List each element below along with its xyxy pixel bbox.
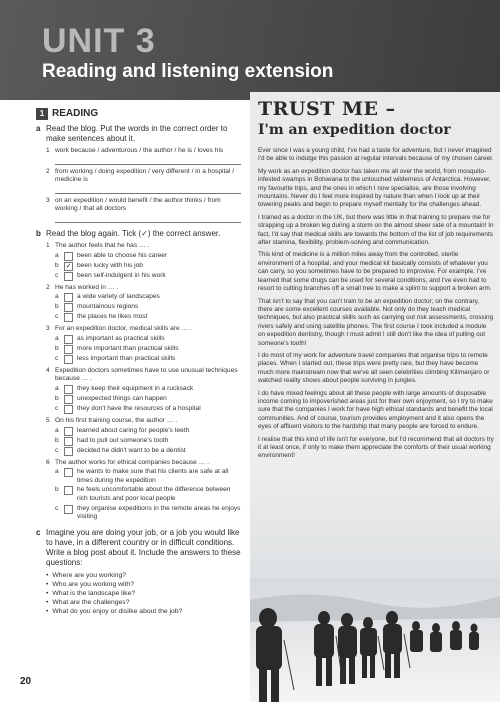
blog-paragraph: I do most of my work for adventure travel companies that organise trips to remote places. When I started out, these trips were pretty rare, but they have become much more mainstream now that we've all seen celebrities climbing Kilimanjaro or watched reality shows about people surviving in jungles. (258, 351, 490, 385)
tick-box[interactable] (64, 447, 73, 456)
answer-option (36, 468, 241, 485)
question-number: 5 (46, 416, 50, 424)
reorder-item (36, 168, 241, 185)
item-text: from working / doing expedition / very different / in a hospital / medicine is (55, 167, 235, 184)
task-b-questions (36, 242, 241, 522)
blog-paragraph: Ever since I was a young child, I've had a taste for adventure, but I never imagined I'd be able to indulge this passion at regular intervals because of my chosen career. (258, 147, 494, 163)
option-letter: c (55, 271, 59, 279)
option-text: been lucky with his job (77, 261, 143, 269)
option-text: decided he didn't want to be a dentist (77, 446, 186, 454)
page-number: 20 (20, 676, 32, 687)
option-letter: c (55, 446, 59, 454)
answer-option (36, 437, 241, 446)
task-b-instruction (36, 229, 241, 239)
blog-body (258, 147, 494, 465)
answer-line[interactable] (55, 219, 241, 223)
task-text: Read the blog again. Tick (✓) the correct answer. (46, 228, 221, 238)
tick-box[interactable] (64, 313, 73, 322)
tick-box[interactable] (64, 293, 73, 302)
question (36, 367, 241, 384)
task-letter: c (36, 527, 41, 537)
item-number: 2 (46, 167, 50, 175)
question (36, 242, 241, 251)
option-letter: b (55, 344, 59, 352)
section-number: 1 (36, 108, 48, 120)
blog-subtitle: I'm an expedition doctor (258, 122, 451, 138)
option-text: mountainous regions (77, 303, 139, 311)
unit-header (0, 0, 500, 100)
task-letter: a (36, 124, 41, 133)
question-number: 3 (46, 325, 50, 333)
answer-option (36, 303, 241, 312)
option-text: he feels uncomfortable about the difference between rich tourists and poor local people (77, 486, 231, 502)
tick-box[interactable] (64, 505, 73, 514)
option-text: been self-indulgent in his work (77, 271, 166, 279)
task-c-instruction (36, 528, 241, 568)
tick-box[interactable] (64, 355, 73, 364)
question-text: On his first training course, the author … . (55, 416, 178, 424)
tick-box[interactable] (64, 303, 73, 312)
question-text: The author feels that he has … . (55, 241, 150, 249)
option-letter: a (55, 251, 59, 259)
answer-option (36, 395, 241, 404)
item-number: 3 (46, 196, 50, 204)
option-text: as important as practical skills (77, 334, 165, 342)
hikers-photo (250, 578, 500, 702)
answer-option (36, 355, 241, 364)
answer-option (36, 272, 241, 281)
option-letter: b (55, 394, 59, 402)
blog-title: TRUST ME – (258, 98, 396, 120)
blog-paragraph: This kind of medicine is a million miles away from the controlled, sterile environment of a hospital, and your medical kit basically consists of whatever you can carry, so you sometimes have to be prepared to improvise. For example, I've learned that some drugs can be used for several conditions, and I've even had to resort to cutting branches off a small tree to make a splint to support a broken arm. (258, 251, 492, 293)
tick-box[interactable] (64, 395, 73, 404)
bullet-question: • What is the landscape like? (46, 589, 241, 598)
answer-option (36, 505, 241, 522)
option-letter: c (55, 504, 59, 512)
section-heading (36, 108, 241, 120)
option-letter: a (55, 384, 59, 392)
option-letter: a (55, 426, 59, 434)
tick-box[interactable] (64, 427, 73, 436)
answer-option (36, 447, 241, 456)
question-text: Expedition doctors sometimes have to use unusual techniques because … . (55, 366, 238, 383)
item-number: 1 (46, 147, 50, 154)
answer-option (36, 405, 241, 414)
option-text: learned about caring for people's teeth (77, 426, 190, 434)
answer-line[interactable] (55, 190, 241, 194)
bullet-question: • Where are you working? (46, 571, 241, 580)
tick-box[interactable]: ✓ (65, 262, 72, 270)
tick-box[interactable] (64, 252, 73, 261)
option-letter: b (55, 436, 59, 444)
option-text: they keep their equipment in a rucksack (77, 384, 194, 392)
option-text: been able to choose his career (77, 251, 168, 259)
item-text: work because / adventurous / the author / he is / loves his (55, 147, 224, 154)
blog-paragraph: I trained as a doctor in the UK, but there was little in that training to prepare me for strapping up a broken leg during a storm on the almost sheer side of a mountain! In fact, I'd say that medical skills are towards the bottom of the list of job requirements after stamina, flexibility, problem-solving and communication. (258, 213, 494, 247)
question-number: 4 (46, 366, 50, 374)
option-text: less important than practical skills (77, 354, 176, 362)
tick-box[interactable] (64, 486, 73, 495)
task-text: Imagine you are doing your job, or a job you would like to have, in a different country or in difficult conditions. Write a blog post about it. Include the answers to these questions: (46, 527, 241, 567)
task-c-bullets (46, 571, 241, 616)
answer-option (36, 313, 241, 322)
question-number: 6 (46, 458, 50, 466)
question-number: 2 (46, 283, 50, 291)
answer-line[interactable] (55, 161, 241, 165)
question-text: For an expedition doctor, medical skills are … . (55, 325, 192, 333)
unit-subtitle: Reading and listening extension (42, 61, 334, 82)
option-letter: a (55, 468, 59, 476)
question (36, 325, 241, 334)
option-letter: c (55, 313, 59, 321)
option-letter: b (55, 303, 59, 311)
section-title: READING (52, 107, 99, 119)
answer-option (36, 335, 241, 344)
answer-option (36, 385, 241, 394)
item-text: on an expedition / would benefit / the author thinks / from working / that all doctors (55, 196, 221, 213)
tick-box[interactable] (64, 345, 73, 354)
question-text: The author works for ethical companies because … . (55, 458, 209, 466)
option-letter: a (55, 334, 59, 342)
task-a-items (36, 147, 241, 223)
reorder-item (36, 197, 241, 214)
blog-paragraph: I realise that this kind of life isn't for everyone, but I'd recommend that all doctors try it at least once, if only to make them appreciate the comforts of their usual working environment! (258, 435, 494, 460)
answer-option (36, 345, 241, 354)
tick-box[interactable] (64, 468, 73, 477)
task-letter: b (36, 228, 41, 238)
tick-box[interactable] (64, 272, 73, 281)
option-letter: c (55, 404, 59, 412)
bullet-question: • What do you enjoy or dislike about the job? (46, 607, 241, 616)
option-text: the places he likes most (77, 313, 148, 321)
tick-box[interactable] (64, 437, 73, 446)
exercise-column (36, 108, 241, 616)
tick-box[interactable] (64, 405, 73, 414)
bullet-question: • What are the challenges? (46, 598, 241, 607)
option-text: had to pull out someone's tooth (77, 436, 169, 444)
blog-paragraph: My work as an expedition doctor has taken me all over the world, from mosquito-infested swamps in Botswana to the untouched wilderness of Antarctica. However, my favourite trips, and the ones in which I now specialise, are those involving mountains. Never do I feel more inspired by nature than when I look up at their towering peaks and begin to prepare myself mentally for the challenges ahead. (258, 167, 491, 209)
question-number: 1 (46, 241, 50, 249)
option-text: he wants to make sure that his clients are safe at all times during the expedition (77, 468, 229, 484)
option-text: they don't have the resources of a hospital (77, 404, 201, 412)
question (36, 417, 241, 426)
tick-box[interactable] (64, 335, 73, 344)
task-a-instruction (36, 124, 241, 144)
blog-paragraph: That isn't to say that you can't train to be an expedition doctor; on the contrary, there are some excellent courses available. Not only do they teach medical techniques, but also practical skills such as carrying out risk assessments, crossing rivers safely and using satellite phones. The first course I took included a module on expedition dentistry, though I must admit I still don't like the idea of pulling out someone's tooth! (258, 297, 494, 347)
task-text: Read the blog. Put the words in the correct order to make sentences about it. (46, 124, 228, 143)
question (36, 459, 241, 468)
option-text: a wide variety of landscapes (77, 293, 160, 301)
answer-option (36, 427, 241, 436)
answer-option (36, 486, 241, 503)
option-text: more important than practical skills (77, 344, 179, 352)
option-letter: b (55, 486, 59, 494)
question-text: He has worked in … . (55, 283, 119, 291)
unit-title: UNIT 3 (42, 22, 156, 60)
bullet-question: • Who are you working with? (46, 580, 241, 589)
tick-box[interactable] (64, 385, 73, 394)
answer-option (36, 252, 241, 261)
option-text: they organise expeditions in the remote areas he enjoys visiting (77, 504, 241, 521)
option-text: unexpected things can happen (77, 394, 167, 402)
blog-paragraph: I do have mixed feelings about all these people with large amounts of disposable income coming to impoverished areas just for their own enjoyment, so I try to make sure that the companies I work for have high ethical standards and benefit the local communities. And of course, tourism provides employment and it also opens the eyes of affluent visitors to the hardship that many people are forced to endure. (258, 389, 493, 431)
answer-option (36, 262, 241, 271)
question (36, 284, 241, 293)
option-letter: a (55, 293, 59, 301)
option-letter: b (55, 261, 59, 269)
option-letter: c (55, 354, 59, 362)
answer-option (36, 293, 241, 302)
reorder-item (36, 147, 241, 156)
